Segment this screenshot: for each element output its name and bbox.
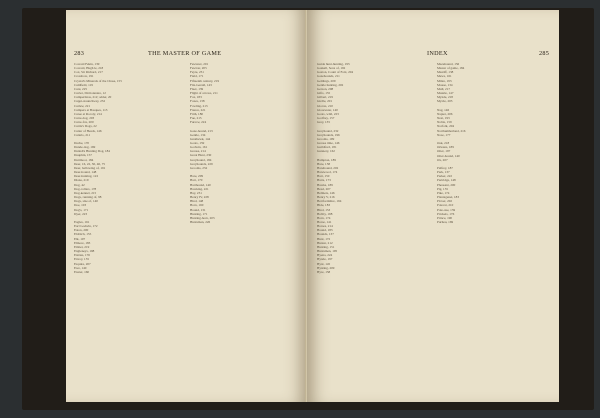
index-entry: Mazehound, 156: [437, 62, 460, 66]
index-entry: Dauphin, 157: [74, 153, 92, 158]
index-entry: Myrde, 203: [437, 99, 453, 104]
index-entry: Henry IV, 228: [190, 195, 209, 200]
index-entry: Guildford, 181: [317, 145, 337, 150]
index-entry: Cumpertinas, 212; adder, 20: [74, 95, 112, 100]
index-entry: Nest, 193: [437, 116, 450, 121]
index-entry: Earl Godwin, 172: [74, 224, 98, 229]
index-entry: Park, 137: [437, 170, 450, 175]
left-running-head: THE MASTER OF GAME: [148, 50, 222, 57]
index-entry: Girdle, 201: [317, 99, 333, 104]
index-entry: Guide hunt-hunting, 193: [317, 62, 350, 66]
index-entry: Hobby, 198: [317, 211, 333, 216]
index-entry: Ewe, 140: [74, 265, 87, 270]
index-entry: Curre-dog, 203: [74, 116, 95, 121]
index-entry: Napier, 206: [437, 111, 453, 116]
index-entry: Field, 171: [190, 74, 204, 79]
index-entry: Hound, 183: [317, 228, 333, 233]
index-entry: France, 221: [190, 107, 206, 112]
index-entry: Eldritch, 155: [74, 232, 92, 237]
index-entry: Gentle, 134: [190, 132, 206, 137]
index-entry: Nose, 177: [437, 132, 451, 137]
index-entry: Harts, 173: [317, 178, 331, 183]
index-entry: Hawking, 221: [190, 186, 209, 191]
index-entry: Grooms, 232: [190, 165, 208, 170]
index-entry: Gifts, 155: [317, 91, 331, 96]
index-entry: Mews, 161: [437, 74, 452, 79]
index-entry: Otter-hound, 140: [437, 153, 460, 158]
index-entry: Huntsmen, 195: [317, 249, 338, 254]
index-entry: Fleet, 139: [190, 86, 204, 91]
index-entry: Hunter, 212: [317, 240, 333, 245]
index-entry: Pole-axe, 159: [437, 207, 456, 212]
index-entry: Fitz-Gerald, 143: [190, 82, 212, 87]
index-entry: Gloucester, 140: [317, 107, 338, 112]
index-entry: Hay, 231: [190, 190, 202, 195]
index-entry: Coward Fekin, 139: [74, 62, 100, 66]
index-entry: Fewterer, 201: [190, 62, 209, 66]
index-entry: Deer, bellowing of, 191: [74, 165, 106, 170]
index-entry: Horse, 141: [317, 220, 332, 224]
index-entry: Entries, 176: [74, 253, 90, 258]
index-entry: Cox, Sir Richard, 217: [74, 70, 103, 75]
index-entry: Noble, 159: [437, 120, 452, 125]
index-entry: Cutter of Heads, 146: [74, 128, 102, 133]
index-entry: Gilbert, 219: [317, 95, 333, 100]
right-index-column-1: [317, 62, 429, 274]
index-entry: Oak, 218: [437, 141, 450, 146]
index-entry: Harewood, 174: [317, 170, 338, 175]
index-entry: Dogs, running of, 98: [74, 195, 102, 200]
index-entry: Dyer, 223: [74, 211, 88, 216]
index-entry: Milan, 193: [437, 78, 452, 83]
index-entry: Fifteenth century, 219: [190, 78, 219, 83]
index-entry: Gentle hunting, 202: [317, 82, 344, 87]
index-entry: Danish's Hunting Dog, 184: [74, 149, 110, 154]
index-entry: Plantagenet, 183: [437, 195, 459, 200]
index-entry: Hyre, 158: [317, 269, 331, 274]
index-entry: Prince, 190: [437, 215, 453, 220]
left-page-number: 283: [74, 50, 85, 57]
index-entry: Goats, wild, 223: [317, 111, 339, 116]
index-entry: Gunnery, 162: [317, 149, 335, 154]
index-entry: Hynde, 197: [317, 257, 333, 262]
index-entry: Curlew, 221: [74, 103, 91, 108]
index-entry: Flight of arrows, 211: [190, 91, 218, 96]
index-entry: Crystal's Minerals of the Chase, 155: [74, 78, 122, 83]
index-entry: Ox, 207: [437, 157, 448, 162]
index-entry: Dache, 170: [74, 141, 90, 145]
index-entry: Elk, 107: [74, 236, 86, 241]
index-entry: Cuvier, Dictionnaire, 12: [74, 91, 106, 96]
index-entry: Master of game, 184: [437, 66, 465, 71]
index-entry: Parker, 222: [437, 174, 453, 179]
index-entry: Frith, 180: [190, 111, 204, 116]
index-entry: Hunt, 172: [317, 236, 331, 241]
index-entry: Elmore, 183: [74, 240, 91, 245]
index-entry: Hart, 170: [190, 178, 203, 183]
index-entry: Pheasant, 200: [437, 182, 456, 187]
index-entry: Hertfordshire, 194: [317, 199, 342, 204]
index-entry: Gaze-hound, 213: [190, 128, 213, 133]
right-index-column-2: [437, 62, 551, 224]
index-entry: Hound, 131: [190, 207, 206, 212]
right-page: [307, 10, 559, 402]
index-entry: Hide, 183: [317, 203, 331, 208]
index-entry: Hampton, 189: [317, 157, 336, 162]
index-entry: Great Hunt, 230: [190, 153, 212, 158]
index-entry: Hynt, 145: [317, 261, 331, 266]
index-entry: Horses, 214: [317, 224, 333, 229]
index-entry: Fowling, 213: [190, 103, 208, 108]
index-entry: Gaston, Count of Foix, 204: [317, 70, 354, 75]
index-entry: Horn, 160: [190, 203, 204, 208]
index-entry: Dog-collars, 178: [74, 186, 97, 191]
index-entry: Plover, 202: [437, 199, 453, 204]
index-entry: Hyena, 224: [317, 253, 333, 258]
right-page-number: 285: [539, 50, 550, 57]
index-entry: Gaskell, Sons of, 192: [317, 66, 346, 71]
index-entry: Eagles, 161: [74, 220, 90, 224]
left-index-column-2: [190, 62, 300, 224]
index-entry: Greyhound, 232: [317, 128, 339, 133]
index-entry: Curee et Rocoly, 214: [74, 111, 102, 116]
index-entry: Curé, 225: [74, 86, 88, 91]
index-entry: Goats, 159: [190, 141, 205, 145]
index-entry: Curtis's Dogs, 22: [74, 124, 97, 129]
index-entry: Dande-dog, 169: [74, 145, 96, 150]
index-entry: Helmets, 146: [317, 190, 335, 195]
index-entry: Eaton, 200: [74, 228, 89, 233]
index-entry: Head, 207: [317, 186, 331, 191]
index-entry: Hunting-horn, 203: [190, 215, 215, 220]
index-entry: Gazehounds, 211: [317, 74, 340, 79]
index-entry: Palfrey, 187: [437, 166, 453, 170]
index-entry: Foxes, 138: [190, 99, 205, 104]
index-entry: Fox, 183: [190, 95, 202, 100]
index-entry: Hounds, 137: [317, 232, 334, 237]
index-entry: Otter, 197: [437, 149, 451, 154]
index-entry: Hart, 150: [317, 174, 330, 179]
index-entry: Pike, 174: [437, 190, 450, 195]
index-entry: Harthound, 140: [190, 182, 211, 187]
index-entry: Greyhound, 184: [190, 157, 212, 162]
index-entry: Prickets, 176: [437, 211, 455, 216]
index-entry: Hare, 209: [190, 174, 203, 179]
index-entry: Diana, 219: [74, 178, 89, 183]
index-entry: Grey, 135: [317, 120, 330, 125]
index-entry: Deer, 16, 22, 30, 46, 75: [74, 161, 105, 166]
index-entry: Ember, 219: [74, 244, 90, 249]
index-entry: Dog's, 171: [74, 207, 89, 212]
index-entry: Envoy, 155: [74, 257, 89, 262]
index-entry: Polecat, 210: [437, 203, 454, 208]
index-entry: Greyhounds, 196: [317, 132, 340, 137]
index-entry: Godwin, 161: [190, 145, 208, 150]
index-entry: Doe, 103: [74, 203, 87, 208]
index-entry: Engleneys, 198: [74, 249, 95, 254]
index-entry: Grease, 214: [190, 149, 206, 154]
index-entry: Deer-hunting, 122: [74, 174, 99, 179]
index-entry: Harehound, 202: [317, 165, 339, 170]
index-entry: Northumberland, 216: [437, 128, 466, 133]
index-entry: Dog, 42: [74, 182, 85, 187]
index-entry: Huntsman, 226: [190, 220, 211, 224]
index-entry: Cumpers et Basques, 113: [74, 107, 108, 112]
index-entry: Fue, 215: [190, 116, 202, 121]
index-entry: Dog-kennel, 215: [74, 190, 97, 195]
index-entry: Cuppi-staunchway, 232: [74, 99, 106, 104]
index-entry: Grease time, 146: [317, 141, 340, 145]
index-entry: Deer-hound, 148: [74, 170, 97, 175]
index-entry: Mouse, 134: [437, 82, 453, 87]
index-entry: Hunting, 151: [317, 244, 335, 249]
index-entry: Exeter, 160: [74, 269, 90, 274]
index-entry: Hawks, 189: [317, 182, 333, 187]
index-entry: Horn, 174: [317, 215, 331, 220]
index-entry: Norfolk, 204: [437, 124, 455, 129]
index-entry: Crossbow, 191: [74, 74, 94, 79]
index-entry: Nag, 146: [437, 107, 450, 112]
index-entry: Partridge, 148: [437, 178, 456, 183]
left-index-column-1: [74, 62, 182, 274]
index-entry: Esquire, 207: [74, 261, 91, 266]
index-entry: Muzzle, 147: [437, 91, 454, 96]
index-entry: Purlieu, 169: [437, 220, 454, 225]
index-entry: Mull, 217: [437, 86, 451, 91]
index-entry: Greyhounds, 229: [190, 161, 213, 166]
index-entry: Coward, Hugh le, 218: [74, 66, 104, 71]
index-entry: Godfrey, 157: [317, 116, 335, 121]
index-entry: Hind, 153: [317, 207, 331, 212]
index-entry: Pig, 155: [437, 186, 448, 191]
index-entry: Gloves, 210: [317, 103, 333, 108]
index-entry: Fewtrer, 205: [190, 66, 207, 71]
index-entry: Gerson, 208: [317, 86, 334, 91]
index-entry: Hind, 148: [190, 199, 204, 204]
index-entry: Culdfield, 119: [74, 82, 93, 87]
index-entry: Mastiff, 138: [437, 70, 454, 75]
index-entry: Orleans, 189: [437, 145, 454, 150]
index-entry: Grooms, 199: [317, 136, 335, 141]
right-running-head: INDEX: [427, 50, 448, 57]
index-entry: Geldings, 209: [317, 78, 336, 83]
index-entry: Feyte, 231: [190, 70, 204, 75]
index-entry: Furrow, 224: [190, 120, 207, 125]
index-entry: Hunting, 171: [190, 211, 208, 216]
index-entry: Dogs, size of, 140: [74, 199, 98, 204]
index-entry: Dartmoor, 184: [74, 157, 94, 162]
index-entry: Cuttelo, 211: [74, 132, 91, 137]
index-entry: Henry V, 216: [317, 195, 335, 200]
index-entry: Mynde, 218: [437, 95, 453, 100]
index-entry: Hare, 158: [317, 161, 330, 166]
index-entry: Curre-fox, 200: [74, 120, 94, 125]
index-entry: Hynting, 209: [317, 265, 335, 270]
index-entry: Gnathewk, 144: [190, 136, 211, 141]
left-page: [66, 10, 307, 402]
